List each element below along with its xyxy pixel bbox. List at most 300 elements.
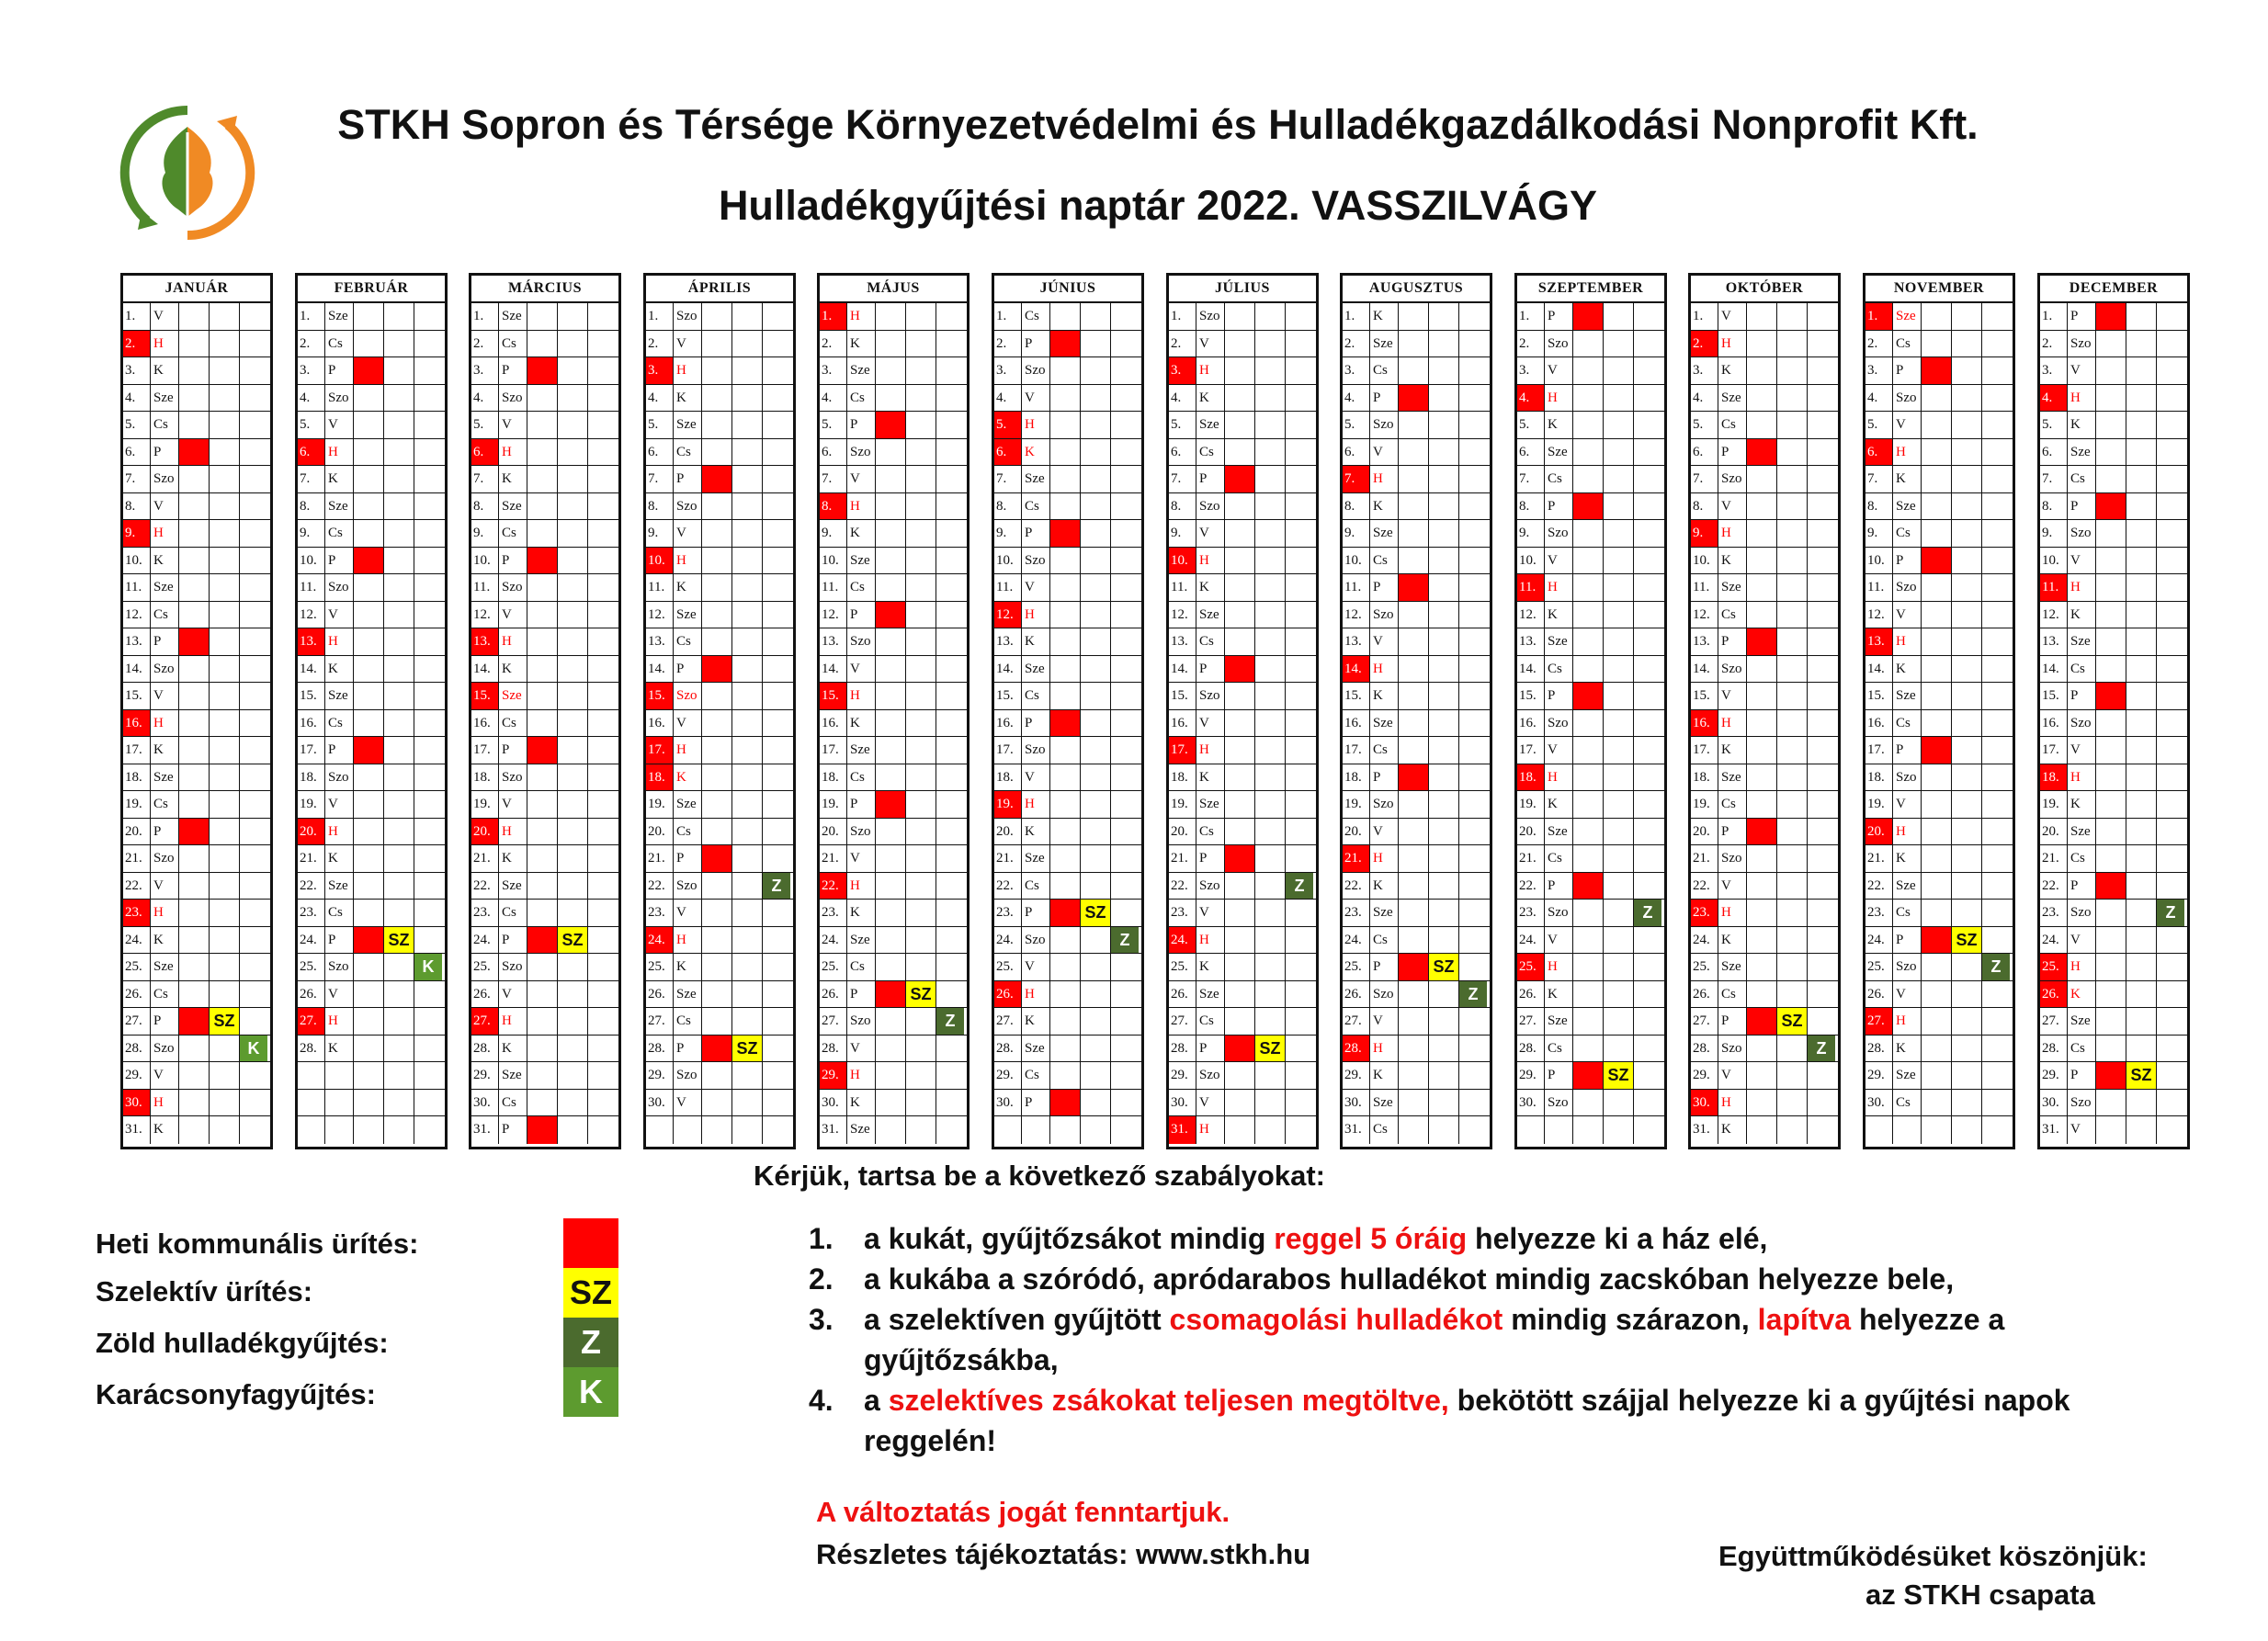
day-number: 14.: [1169, 656, 1196, 683]
collection-cell: [2126, 845, 2157, 872]
day-row: [298, 466, 445, 493]
day-of-week: V: [1545, 927, 1573, 954]
collection-cell: [1777, 628, 1808, 655]
empty-cell: [1634, 357, 1661, 384]
empty-cell: [588, 791, 616, 818]
day-number: 12.: [1865, 602, 1893, 628]
rule-number: 3.: [809, 1303, 833, 1336]
legend-swatch-selective: SZ: [563, 1268, 618, 1318]
collection-cell: [558, 303, 588, 330]
collection-cell: [1399, 1062, 1429, 1089]
collection-cell: [1081, 791, 1111, 818]
collection-cell: [558, 439, 588, 466]
day-of-week: P: [1370, 954, 1399, 980]
collection-cell: [1922, 303, 1952, 330]
day-number: 30.: [123, 1090, 151, 1116]
day-number: 22.: [298, 873, 325, 900]
empty-cell: [1459, 683, 1487, 709]
empty-cell: [1808, 737, 1835, 764]
collection-cell: [1747, 1090, 1777, 1116]
day-number: 5.: [1343, 412, 1370, 438]
collection-cell: [1255, 602, 1286, 628]
collection-cell: [1747, 791, 1777, 818]
empty-cell: [1111, 520, 1139, 547]
collection-cell: [1777, 819, 1808, 845]
day-of-week: V: [499, 602, 527, 628]
collection-cell: [2096, 954, 2126, 980]
day-of-week: P: [151, 819, 179, 845]
day-row: [123, 873, 270, 900]
collection-cell: [2096, 1036, 2126, 1062]
collection-cell: [1747, 764, 1777, 791]
day-number: 21.: [123, 845, 151, 872]
day-of-week: Szo: [2068, 1090, 2096, 1116]
day-number: 13.: [1865, 628, 1893, 655]
collection-cell: [558, 900, 588, 926]
day-number: 31.: [820, 1116, 847, 1144]
day-row: [471, 954, 618, 981]
day-row: [1343, 1008, 1490, 1036]
day-row: [646, 1036, 793, 1063]
day-number: 5.: [298, 412, 325, 438]
collection-cell: [1747, 493, 1777, 520]
empty-cell: [414, 710, 442, 737]
day-number: 24.: [1343, 927, 1370, 954]
empty-cell: [414, 331, 442, 357]
day-row: [123, 927, 270, 955]
day-number: 23.: [298, 900, 325, 926]
day-number: 16.: [1691, 710, 1718, 737]
day-of-week: Sze: [2068, 819, 2096, 845]
collection-cell: [210, 1116, 240, 1144]
collection-cell: [876, 845, 906, 872]
collection-cell: [558, 873, 588, 900]
day-row: [1169, 466, 1316, 493]
day-of-week: Cs: [499, 900, 527, 926]
day-number: 14.: [1517, 656, 1545, 683]
empty-cell: [1459, 574, 1487, 601]
collection-cell: [876, 737, 906, 764]
day-of-week: V: [1022, 574, 1050, 601]
empty-cell: [2157, 845, 2184, 872]
day-of-week: Szo: [1718, 466, 1747, 492]
empty-cell: [2157, 466, 2184, 492]
collection-cell: [354, 683, 384, 709]
collection-cell: [2096, 656, 2126, 683]
collection-cell: SZ: [1429, 954, 1459, 980]
collection-cell: [1922, 412, 1952, 438]
collection-cell: [1573, 602, 1604, 628]
day-row: [1691, 331, 1838, 358]
day-number: 30.: [1343, 1090, 1370, 1116]
day-row: [1343, 927, 1490, 955]
day-of-week: [674, 1116, 702, 1144]
day-number: 9.: [471, 520, 499, 547]
day-number: [1517, 1116, 1545, 1144]
collection-cell: [1255, 628, 1286, 655]
day-row: [820, 439, 967, 467]
collection-cell: [1573, 628, 1604, 655]
collection-cell: [1399, 574, 1429, 601]
organization-title: STKH Sopron és Térsége Környezetvédelmi és Hulladékgazdálkodási Nonprofit Kft.: [337, 101, 1979, 148]
day-number: 28.: [471, 1036, 499, 1062]
day-row: [820, 412, 967, 439]
collection-cell: [354, 385, 384, 412]
collection-cell: [179, 656, 210, 683]
day-number: 20.: [1691, 819, 1718, 845]
collection-cell: [1399, 683, 1429, 709]
day-of-week: Cs: [1370, 737, 1399, 764]
collection-cell: [1225, 683, 1255, 709]
empty-cell: [1634, 439, 1661, 466]
collection-cell: [210, 466, 240, 492]
day-of-week: P: [325, 927, 354, 954]
collection-cell: [1573, 927, 1604, 954]
day-number: 13.: [1343, 628, 1370, 655]
collection-cell: [2096, 1090, 2126, 1116]
empty-cell: [414, 683, 442, 709]
day-row: [1517, 683, 1664, 710]
empty-cell: [414, 1008, 442, 1035]
collection-cell: [1399, 927, 1429, 954]
empty-cell: [240, 737, 267, 764]
collection-cell: [1747, 1116, 1777, 1144]
day-row: [298, 737, 445, 764]
day-of-week: H: [499, 819, 527, 845]
collection-cell: [2096, 548, 2126, 574]
day-number: 30.: [2040, 1090, 2068, 1116]
collection-cell: [906, 493, 936, 520]
empty-cell: [1808, 927, 1835, 954]
collection-cell: [1747, 303, 1777, 330]
collection-cell: [1255, 1116, 1286, 1144]
collection-cell: [2096, 1062, 2126, 1089]
day-of-week: H: [847, 1062, 876, 1089]
day-row: [1691, 548, 1838, 575]
day-number: 22.: [1343, 873, 1370, 900]
day-number: 18.: [1343, 764, 1370, 791]
collection-cell: [702, 683, 732, 709]
collection-cell: [702, 466, 732, 492]
day-row: [1169, 1062, 1316, 1090]
rules-heading: Kérjük, tartsa be a következő szabályokat:: [754, 1160, 1325, 1192]
day-number: 30.: [1517, 1090, 1545, 1116]
collection-cell: [210, 791, 240, 818]
empty-cell: [1286, 439, 1313, 466]
day-number: 20.: [1865, 819, 1893, 845]
day-row: [1865, 764, 2013, 792]
day-of-week: Sze: [1196, 791, 1225, 818]
collection-cell: [210, 303, 240, 330]
day-row: [820, 791, 967, 819]
day-of-week: P: [847, 981, 876, 1008]
collection-cell: [1777, 710, 1808, 737]
collection-cell: [1225, 819, 1255, 845]
collection-cell: [2126, 439, 2157, 466]
collection-cell: [1747, 412, 1777, 438]
collection-cell: [1429, 1062, 1459, 1089]
day-row: [646, 357, 793, 385]
collection-cell: [876, 954, 906, 980]
empty-cell: [1808, 466, 1835, 492]
collection-cell: [1225, 439, 1255, 466]
day-number: 31.: [1691, 1116, 1718, 1144]
day-row: [1517, 628, 1664, 656]
empty-cell: [2157, 303, 2184, 330]
collection-cell: [1952, 656, 1982, 683]
collection-cell: [1922, 493, 1952, 520]
day-number: 9.: [298, 520, 325, 547]
day-of-week: Cs: [1022, 683, 1050, 709]
collection-cell: [179, 628, 210, 655]
day-of-week: K: [325, 845, 354, 872]
day-number: 5.: [1169, 412, 1196, 438]
collection-cell: [1399, 520, 1429, 547]
day-number: 9.: [1169, 520, 1196, 547]
day-row: [1169, 331, 1316, 358]
day-of-week: V: [1893, 981, 1922, 1008]
day-number: 12.: [298, 602, 325, 628]
day-number: 14.: [298, 656, 325, 683]
empty-cell: [1459, 412, 1487, 438]
empty-cell: [240, 466, 267, 492]
day-of-week: Cs: [2068, 1036, 2096, 1062]
collection-cell: [1952, 819, 1982, 845]
collection-cell: [1225, 466, 1255, 492]
day-number: 26.: [1691, 981, 1718, 1008]
day-row: [820, 900, 967, 927]
day-row: [1691, 900, 1838, 927]
empty-cell: [1808, 791, 1835, 818]
collection-cell: [732, 357, 763, 384]
collection-cell: [1604, 927, 1634, 954]
empty-cell: [1286, 493, 1313, 520]
collection-cell: [210, 602, 240, 628]
day-row: [471, 710, 618, 738]
collection-cell: [558, 331, 588, 357]
day-row: [994, 1008, 1141, 1036]
day-row: [994, 439, 1141, 467]
day-row: [298, 574, 445, 602]
collection-cell: [2096, 385, 2126, 412]
collection-cell: [384, 819, 414, 845]
day-row: [471, 845, 618, 873]
day-number: 24.: [123, 927, 151, 954]
day-number: 23.: [1517, 900, 1545, 926]
day-row: [646, 1090, 793, 1117]
empty-cell: [936, 1062, 964, 1089]
day-number: 7.: [1691, 466, 1718, 492]
collection-cell: [1604, 683, 1634, 709]
day-number: 28.: [1343, 1036, 1370, 1062]
empty-cell: [763, 954, 790, 980]
day-row: [1517, 303, 1664, 331]
collection-cell: [1081, 548, 1111, 574]
collection-cell: [2126, 791, 2157, 818]
day-number: 28.: [1169, 1036, 1196, 1062]
day-row: [123, 1062, 270, 1090]
day-number: 25.: [646, 954, 674, 980]
collection-cell: [1429, 628, 1459, 655]
day-of-week: Cs: [1196, 628, 1225, 655]
day-row: [471, 1036, 618, 1063]
empty-cell: Z: [763, 873, 790, 900]
collection-cell: [702, 981, 732, 1008]
collection-cell: [1747, 574, 1777, 601]
rule-text: helyezze a gyűjtőzsákba,: [864, 1303, 2005, 1376]
day-row: [1865, 656, 2013, 684]
empty-cell: [588, 493, 616, 520]
empty-cell: [763, 493, 790, 520]
empty-cell: [1459, 1116, 1487, 1144]
collection-cell: [1225, 737, 1255, 764]
empty-cell: [936, 710, 964, 737]
day-row: [820, 493, 967, 521]
day-row: [1865, 602, 2013, 629]
collection-cell: [210, 710, 240, 737]
day-of-week: V: [1718, 1062, 1747, 1089]
month-table: [992, 273, 1144, 1149]
collection-cell: [1604, 385, 1634, 412]
collection-cell: [906, 1008, 936, 1035]
day-of-week: P: [847, 791, 876, 818]
empty-cell: [1634, 927, 1661, 954]
empty-cell: [1808, 954, 1835, 980]
collection-cell: [527, 791, 558, 818]
collection-cell: [732, 1116, 763, 1144]
day-number: 27.: [298, 1008, 325, 1035]
day-number: 28.: [646, 1036, 674, 1062]
collection-cell: [2096, 466, 2126, 492]
day-row: [1169, 1036, 1316, 1063]
collection-cell: [1573, 303, 1604, 330]
day-of-week: V: [151, 873, 179, 900]
day-of-week: P: [1718, 628, 1747, 655]
day-row: [1169, 439, 1316, 467]
day-number: 19.: [820, 791, 847, 818]
day-row: [1517, 331, 1664, 358]
day-row: [994, 303, 1141, 331]
day-of-week: H: [1545, 764, 1573, 791]
day-row: [298, 981, 445, 1009]
day-number: 5.: [1517, 412, 1545, 438]
collection-cell: [702, 385, 732, 412]
empty-cell: [763, 1008, 790, 1035]
month-table: [295, 273, 448, 1149]
collection-cell: SZ: [384, 927, 414, 954]
collection-cell: [1922, 1090, 1952, 1116]
collection-cell: [876, 439, 906, 466]
empty-cell: [414, 466, 442, 492]
empty-cell: [1459, 656, 1487, 683]
empty-cell: [414, 900, 442, 926]
day-of-week: P: [847, 412, 876, 438]
day-number: 4.: [1865, 385, 1893, 412]
day-number: 1.: [2040, 303, 2068, 330]
empty-cell: [1808, 548, 1835, 574]
day-number: 26.: [646, 981, 674, 1008]
day-of-week: P: [1545, 303, 1573, 330]
empty-cell: [1111, 710, 1139, 737]
day-number: 26.: [1169, 981, 1196, 1008]
day-number: 3.: [1517, 357, 1545, 384]
collection-cell: [1777, 439, 1808, 466]
day-of-week: P: [1893, 548, 1922, 574]
day-row: [298, 845, 445, 873]
collection-cell: [1081, 737, 1111, 764]
day-of-week: Cs: [1370, 357, 1399, 384]
empty-cell: [1634, 981, 1661, 1008]
day-number: 29.: [1517, 1062, 1545, 1089]
day-row: [820, 602, 967, 629]
day-number: 29.: [1343, 1062, 1370, 1089]
day-row: [1169, 737, 1316, 764]
collection-cell: [1604, 845, 1634, 872]
collection-cell: [1777, 845, 1808, 872]
day-of-week: P: [1545, 683, 1573, 709]
month-table: [1166, 273, 1319, 1149]
day-of-week: Sze: [499, 303, 527, 330]
day-row: [123, 710, 270, 738]
day-row: [820, 520, 967, 548]
day-row: [1343, 656, 1490, 684]
day-of-week: Szo: [1196, 493, 1225, 520]
day-row: [1865, 1008, 2013, 1036]
empty-cell: [1808, 357, 1835, 384]
day-number: 2.: [2040, 331, 2068, 357]
empty-cell: [588, 1116, 616, 1144]
day-row: [994, 900, 1141, 927]
collection-cell: [876, 303, 906, 330]
day-row: [1865, 683, 2013, 710]
day-of-week: Cs: [151, 602, 179, 628]
day-of-week: V: [674, 900, 702, 926]
collection-cell: [1050, 1062, 1081, 1089]
collection-cell: SZ: [1255, 1036, 1286, 1062]
day-number: 18.: [994, 764, 1022, 791]
collection-cell: [1922, 819, 1952, 845]
day-number: 2.: [298, 331, 325, 357]
day-of-week: Sze: [499, 683, 527, 709]
collection-cell: [1081, 303, 1111, 330]
day-number: 17.: [1865, 737, 1893, 764]
collection-cell: [1399, 303, 1429, 330]
day-number: 28.: [820, 1036, 847, 1062]
collection-cell: [906, 548, 936, 574]
collection-cell: [527, 1008, 558, 1035]
collection-cell: [906, 357, 936, 384]
collection-cell: [1255, 873, 1286, 900]
day-number: 6.: [298, 439, 325, 466]
day-row: [471, 1008, 618, 1036]
empty-cell: [1634, 520, 1661, 547]
empty-cell: [1286, 466, 1313, 492]
day-row: [1691, 439, 1838, 467]
collection-cell: [558, 548, 588, 574]
collection-cell: [179, 954, 210, 980]
collection-cell: [2096, 520, 2126, 547]
day-number: 2.: [1865, 331, 1893, 357]
collection-cell: [354, 764, 384, 791]
day-row: [1343, 819, 1490, 846]
day-number: 5.: [1691, 412, 1718, 438]
collection-cell: [732, 303, 763, 330]
collection-cell: [527, 439, 558, 466]
collection-cell: [527, 764, 558, 791]
day-number: 28.: [123, 1036, 151, 1062]
collection-cell: [1225, 1008, 1255, 1035]
collection-cell: [1952, 439, 1982, 466]
